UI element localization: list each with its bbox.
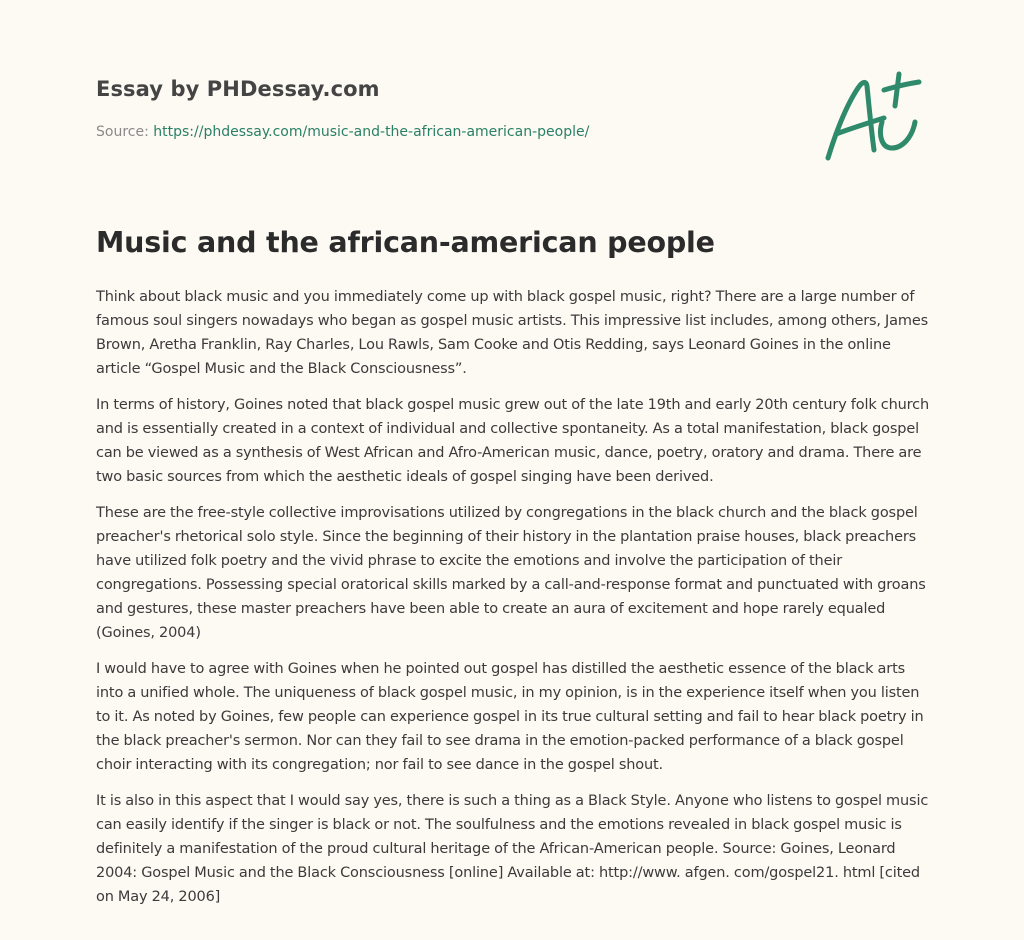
source-line	[96, 124, 589, 140]
source-link[interactable]: https://phdessay.com/music-and-the-african-american-people/	[153, 124, 590, 140]
essay-title: Music and the african-american people	[96, 226, 715, 259]
essay-paragraph: Think about black music and you immediately come up with black gospel music, right? There are a large number of famous soul singers nowadays who began as gospel music artists. This impressive list includes, among others, James Brown, Aretha Franklin, Ray Charles, Lou Rawls, Sam Cooke and Otis Redding, says Leonard Goines in the online article “Gospel Music and the Black Consciousness”.	[96, 289, 929, 377]
site-title: Essay by PHDessay.com	[96, 77, 380, 101]
essay-paragraph: It is also in this aspect that I would say yes, there is such a thing as a Black Style. Anyone who listens to gospel music can easily identify if the singer is black or not. The soulfulness and the emotions revealed in black gospel music is definitely a manifestation of the proud cultural heritage of the African-American people. Source: Goines, Leonard 2004: Gospel Music and the Black Consciousness [online] Available at: http://www. afgen. com/gospel21. html [cited on May 24, 2006]	[96, 793, 929, 905]
source-label: Source:	[96, 124, 154, 140]
a-plus-logo-icon	[822, 66, 928, 164]
essay-paragraph: In terms of history, Goines noted that black gospel music grew out of the late 19th and early 20th century folk church and is essentially created in a context of individual and collective spontaneity. As a total manifestation, black gospel can be viewed as a synthesis of West African and Afro-American music, dance, poetry, oratory and drama. There are two basic sources from which the aesthetic ideals of gospel singing have been derived.	[96, 397, 930, 485]
essay-page	[96, 0, 930, 905]
essay-body	[96, 285, 930, 921]
essay-paragraph: These are the free-style collective improvisations utilized by congregations in the black church and the black gospel preacher's rhetorical solo style. Since the beginning of their history in the plantation praise houses, black preachers have utilized folk poetry and the vivid phrase to excite the emotions and involve the participation of their congregations. Possessing special oratorical skills marked by a call-and-response format and punctuated with groans and gestures, these master preachers have been able to create an aura of excitement and hope rarely equaled (Goines, 2004)	[96, 505, 926, 641]
essay-paragraph: I would have to agree with Goines when he pointed out gospel has distilled the aesthetic essence of the black arts into a unified whole. The uniqueness of black gospel music, in my opinion, is in the experience itself when you listen to it. As noted by Goines, few people can experience gospel in its true cultural setting and fail to hear black poetry in the black preacher's sermon. Nor can they fail to see drama in the emotion-packed performance of a black gospel choir interacting with its congregation; nor fail to see dance in the gospel shout.	[96, 661, 924, 773]
site-header	[96, 0, 930, 200]
